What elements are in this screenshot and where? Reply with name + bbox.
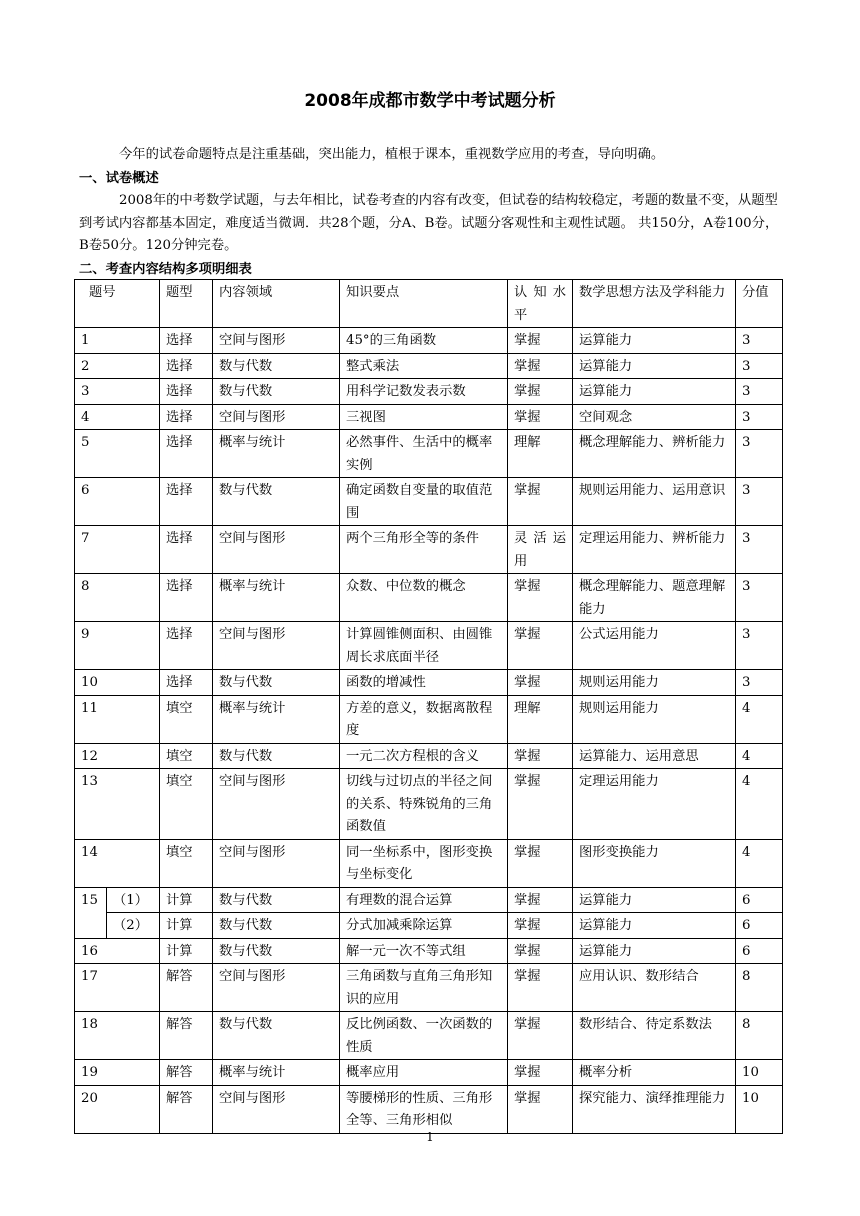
cell-domain: 数与代数 — [213, 670, 340, 696]
section-heading-overview: 一、试卷概述 — [79, 171, 159, 186]
cell-knowledge: 计算圆锥侧面积、由圆锥周长求底面半径 — [340, 622, 508, 670]
cell-score: 6 — [736, 938, 783, 964]
cell-score: 4 — [736, 743, 783, 769]
cell-domain: 数与代数 — [213, 1012, 340, 1060]
cell-score: 3 — [736, 353, 783, 379]
table-row — [75, 743, 783, 769]
cell-level: 掌握 — [508, 938, 573, 964]
cell-level: 掌握 — [508, 353, 573, 379]
cell-score: 10 — [736, 1085, 783, 1133]
cell-score: 3 — [736, 404, 783, 430]
cell-method: 概念理解能力、辨析能力 — [573, 430, 736, 478]
cell-knowledge: 同一坐标系中，图形变换与坐标变化 — [340, 839, 508, 887]
header-type: 题型 — [160, 280, 213, 328]
cell-method: 规则运用能力 — [573, 670, 736, 696]
cell-method: 定理运用能力 — [573, 769, 736, 840]
cell-knowledge: 三角函数与直角三角形知识的应用 — [340, 964, 508, 1012]
cell-method: 运算能力、运用意思 — [573, 743, 736, 769]
table-row — [75, 1060, 783, 1086]
cell-domain: 空间与图形 — [213, 526, 340, 574]
cell-number: 17 — [75, 964, 160, 1012]
cell-knowledge: 三视图 — [340, 404, 508, 430]
cell-method: 规则运用能力 — [573, 695, 736, 743]
cell-domain: 数与代数 — [213, 913, 340, 939]
cell-number: 18 — [75, 1012, 160, 1060]
header-knowledge: 知识要点 — [340, 280, 508, 328]
cell-type: 计算 — [160, 887, 213, 913]
cell-domain: 数与代数 — [213, 478, 340, 526]
header-level: 认知水平 — [508, 280, 573, 328]
table-header-row — [75, 280, 783, 328]
cell-score: 3 — [736, 526, 783, 574]
cell-domain: 空间与图形 — [213, 328, 340, 354]
cell-score: 3 — [736, 670, 783, 696]
cell-type: 填空 — [160, 839, 213, 887]
cell-domain: 空间与图形 — [213, 839, 340, 887]
cell-number: 5 — [75, 430, 160, 478]
cell-type: 选择 — [160, 404, 213, 430]
cell-type: 选择 — [160, 478, 213, 526]
header-score: 分值 — [736, 280, 783, 328]
cell-method: 概念理解能力、题意理解能力 — [573, 574, 736, 622]
cell-score: 8 — [736, 1012, 783, 1060]
cell-method: 运算能力 — [573, 887, 736, 913]
cell-number: 10 — [75, 670, 160, 696]
cell-level: 掌握 — [508, 1085, 573, 1133]
cell-method: 运算能力 — [573, 913, 736, 939]
cell-number: 1 — [75, 328, 160, 354]
cell-knowledge: 解一元一次不等式组 — [340, 938, 508, 964]
cell-subpart: （1） — [107, 887, 160, 913]
cell-knowledge: 确定函数自变量的取值范围 — [340, 478, 508, 526]
cell-subpart: （2） — [107, 913, 160, 939]
cell-level: 理解 — [508, 695, 573, 743]
table-row — [75, 379, 783, 405]
cell-score: 8 — [736, 964, 783, 1012]
cell-type: 解答 — [160, 964, 213, 1012]
cell-type: 选择 — [160, 670, 213, 696]
table-row — [75, 1012, 783, 1060]
cell-level: 掌握 — [508, 839, 573, 887]
cell-knowledge: 函数的增减性 — [340, 670, 508, 696]
cell-level: 掌握 — [508, 887, 573, 913]
cell-type: 解答 — [160, 1012, 213, 1060]
cell-number: 19 — [75, 1060, 160, 1086]
cell-knowledge: 等腰梯形的性质、三角形全等、三角形相似 — [340, 1085, 508, 1133]
cell-domain: 概率与统计 — [213, 430, 340, 478]
cell-domain: 数与代数 — [213, 353, 340, 379]
cell-level: 掌握 — [508, 1012, 573, 1060]
table-row — [75, 769, 783, 840]
cell-knowledge: 概率应用 — [340, 1060, 508, 1086]
table-row — [75, 622, 783, 670]
cell-type: 选择 — [160, 353, 213, 379]
cell-knowledge: 有理数的混合运算 — [340, 887, 508, 913]
table-row — [75, 478, 783, 526]
page-number: 1 — [426, 1130, 434, 1144]
cell-number: 12 — [75, 743, 160, 769]
cell-method: 图形变换能力 — [573, 839, 736, 887]
cell-knowledge: 必然事件、生活中的概率实例 — [340, 430, 508, 478]
cell-score: 4 — [736, 695, 783, 743]
table-row — [75, 574, 783, 622]
cell-domain: 空间与图形 — [213, 1085, 340, 1133]
cell-method: 空间观念 — [573, 404, 736, 430]
table-row — [75, 887, 783, 913]
cell-score: 3 — [736, 379, 783, 405]
cell-knowledge: 整式乘法 — [340, 353, 508, 379]
cell-number: 20 — [75, 1085, 160, 1133]
cell-level: 掌握 — [508, 328, 573, 354]
table-row — [75, 964, 783, 1012]
header-domain: 内容领域 — [213, 280, 340, 328]
cell-score: 3 — [736, 622, 783, 670]
cell-level: 掌握 — [508, 622, 573, 670]
table-row — [75, 670, 783, 696]
cell-number: 6 — [75, 478, 160, 526]
cell-number: 8 — [75, 574, 160, 622]
cell-number: 4 — [75, 404, 160, 430]
cell-level: 掌握 — [508, 769, 573, 840]
cell-level: 灵活运用 — [508, 526, 573, 574]
cell-number: 7 — [75, 526, 160, 574]
cell-knowledge: 一元二次方程根的含义 — [340, 743, 508, 769]
cell-level: 掌握 — [508, 404, 573, 430]
cell-method: 运算能力 — [573, 938, 736, 964]
cell-type: 填空 — [160, 695, 213, 743]
table-row — [75, 1085, 783, 1133]
cell-score: 3 — [736, 328, 783, 354]
cell-number: 11 — [75, 695, 160, 743]
cell-knowledge: 反比例函数、一次函数的性质 — [340, 1012, 508, 1060]
cell-domain: 数与代数 — [213, 887, 340, 913]
cell-method: 定理运用能力、辨析能力 — [573, 526, 736, 574]
cell-knowledge: 用科学记数发表示数 — [340, 379, 508, 405]
table-row — [75, 526, 783, 574]
cell-type: 填空 — [160, 769, 213, 840]
intro-paragraph: 今年的试卷命题特点是注重基础，突出能力，植根于课本，重视数学应用的考查，导向明确。 — [119, 147, 665, 162]
section-heading-table: 二、考查内容结构多项明细表 — [79, 262, 252, 277]
cell-level: 掌握 — [508, 574, 573, 622]
cell-type: 选择 — [160, 526, 213, 574]
table-row — [75, 328, 783, 354]
cell-type: 计算 — [160, 913, 213, 939]
table-body — [75, 280, 783, 1134]
cell-score: 6 — [736, 887, 783, 913]
cell-domain: 概率与统计 — [213, 574, 340, 622]
cell-domain: 空间与图形 — [213, 622, 340, 670]
cell-level: 掌握 — [508, 379, 573, 405]
cell-method: 运算能力 — [573, 379, 736, 405]
cell-knowledge: 两个三角形全等的条件 — [340, 526, 508, 574]
header-method: 数学思想方法及学科能力 — [573, 280, 736, 328]
cell-score: 3 — [736, 574, 783, 622]
cell-method: 运算能力 — [573, 353, 736, 379]
cell-level: 理解 — [508, 430, 573, 478]
header-number: 题号 — [75, 280, 160, 328]
cell-method: 数形结合、待定系数法 — [573, 1012, 736, 1060]
cell-knowledge: 切线与过切点的半径之间的关系、特殊锐角的三角函数值 — [340, 769, 508, 840]
cell-score: 4 — [736, 839, 783, 887]
cell-score: 3 — [736, 478, 783, 526]
cell-domain: 数与代数 — [213, 379, 340, 405]
cell-score: 6 — [736, 913, 783, 939]
cell-type: 选择 — [160, 622, 213, 670]
cell-method: 公式运用能力 — [573, 622, 736, 670]
cell-type: 选择 — [160, 328, 213, 354]
table-row — [75, 839, 783, 887]
cell-domain: 概率与统计 — [213, 1060, 340, 1086]
content-structure-table — [74, 279, 783, 1134]
cell-domain: 数与代数 — [213, 743, 340, 769]
cell-knowledge: 分式加减乘除运算 — [340, 913, 508, 939]
cell-method: 概率分析 — [573, 1060, 736, 1086]
cell-knowledge: 方差的意义，数据离散程度 — [340, 695, 508, 743]
table-row — [75, 353, 783, 379]
cell-score: 4 — [736, 769, 783, 840]
cell-level: 掌握 — [508, 913, 573, 939]
cell-method: 应用认识、数形结合 — [573, 964, 736, 1012]
cell-domain: 概率与统计 — [213, 695, 340, 743]
table-row — [75, 430, 783, 478]
cell-type: 解答 — [160, 1085, 213, 1133]
cell-score: 10 — [736, 1060, 783, 1086]
cell-domain: 数与代数 — [213, 938, 340, 964]
cell-type: 填空 — [160, 743, 213, 769]
cell-type: 选择 — [160, 574, 213, 622]
cell-level: 掌握 — [508, 743, 573, 769]
cell-type: 选择 — [160, 379, 213, 405]
overview-paragraph: 2008年的中考数学试题，与去年相比，试卷考查的内容有改变，但试卷的结构较稳定，考题的数量不变，从题型到考试内容都基本固定，难度适当微调．共28个题，分A、B卷。试题分客观性和主观性试题。 共150分，A卷100分，B卷50分。120分钟完卷。 — [79, 193, 779, 253]
cell-score: 3 — [736, 430, 783, 478]
cell-method: 探究能力、演绎推理能力 — [573, 1085, 736, 1133]
cell-number: 16 — [75, 938, 160, 964]
table-row — [75, 938, 783, 964]
cell-number: 9 — [75, 622, 160, 670]
cell-method: 规则运用能力、运用意识 — [573, 478, 736, 526]
cell-domain: 空间与图形 — [213, 769, 340, 840]
cell-number: 14 — [75, 839, 160, 887]
cell-level: 掌握 — [508, 1060, 573, 1086]
table-row — [75, 404, 783, 430]
cell-level: 掌握 — [508, 670, 573, 696]
cell-number: 15 — [75, 887, 107, 938]
cell-domain: 空间与图形 — [213, 404, 340, 430]
cell-knowledge: 45°的三角函数 — [340, 328, 508, 354]
cell-level: 掌握 — [508, 964, 573, 1012]
cell-number: 13 — [75, 769, 160, 840]
cell-method: 运算能力 — [573, 328, 736, 354]
table-row — [75, 695, 783, 743]
page-title: 2008年成都市数学中考试题分析 — [304, 91, 556, 111]
cell-domain: 空间与图形 — [213, 964, 340, 1012]
cell-number: 2 — [75, 353, 160, 379]
cell-level: 掌握 — [508, 478, 573, 526]
cell-number: 3 — [75, 379, 160, 405]
cell-knowledge: 众数、中位数的概念 — [340, 574, 508, 622]
cell-type: 解答 — [160, 1060, 213, 1086]
cell-type: 选择 — [160, 430, 213, 478]
cell-type: 计算 — [160, 938, 213, 964]
table-row — [75, 913, 783, 939]
